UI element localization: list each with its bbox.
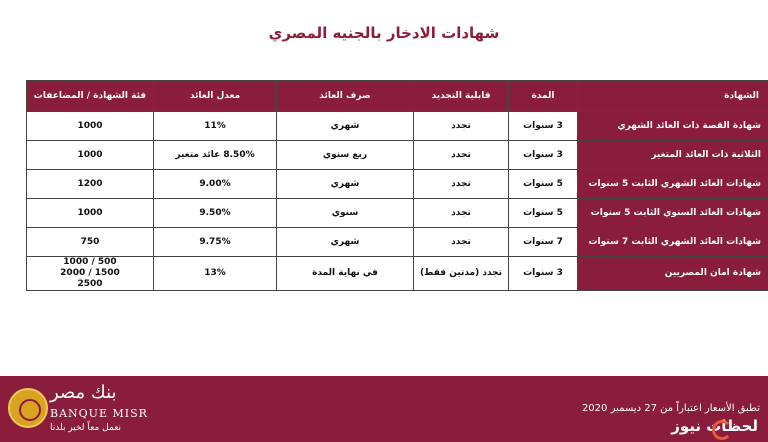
certificate-name: شهادات العائد الشهري الثابت 7 سنوات [578,228,768,257]
col-header-denomination: فئة الشهادة / المضاعفات [27,81,154,112]
news-brand [671,417,758,435]
payout-cell: شهري [277,112,414,141]
certificate-name: شهادة القصة ذات العائد الشهري [578,112,768,141]
denomination-cell: 750 [27,228,154,257]
col-header-rate: معدل العائد [154,81,277,112]
table-row [27,170,768,199]
table-row [27,112,768,141]
news-brand-label: لحظات نيوز [671,417,758,435]
col-header-certificate: الشهادة [578,81,768,112]
page-title: شهادات الادخار بالجنيه المصري [268,24,500,42]
renewal-cell: تجدد [414,228,509,257]
payout-cell: شهري [277,228,414,257]
duration-cell: 5 سنوات [509,170,578,199]
banque-misr-logo-icon [8,388,48,428]
denomination-cell: 1000 [27,112,154,141]
rate-cell: 13% [154,257,277,291]
renewal-cell: تجدد [414,199,509,228]
col-header-duration: المدة [509,81,578,112]
footer-banner [0,376,768,442]
bank-tagline: نعمل معاً لخير بلدنا [50,423,122,433]
table-row [27,199,768,228]
renewal-cell: تجدد (مدتين فقط) [414,257,509,291]
rate-cell: 9.50% [154,199,277,228]
duration-cell: 5 سنوات [509,199,578,228]
certificate-name: شهادة امان المصريين [578,257,768,291]
table-row [27,257,768,291]
table-header-row [27,81,768,112]
news-brand-icon [712,420,732,440]
denomination-cell: 1000 / 500 2000 / 1500 2500 [27,257,154,291]
effective-date-note: تطبق الأسعار اعتباراً من 27 ديسمبر 2020 [581,403,760,414]
duration-cell: 3 سنوات [509,141,578,170]
certificate-name: الثلاثية ذات العائد المتغير [578,141,768,170]
payout-cell: في نهاية المدة [277,257,414,291]
rate-cell: 9.00% [154,170,277,199]
table-row [27,228,768,257]
denomination-cell: 1000 [27,141,154,170]
bank-name-english: BANQUE MISR [50,407,148,420]
duration-cell: 3 سنوات [509,112,578,141]
rate-cell: 8.50% عائد متغير [154,141,277,170]
payout-cell: ربع سنوي [277,141,414,170]
certificate-name: شهادات العائد الشهري الثابت 5 سنوات [578,170,768,199]
denomination-cell: 1200 [27,170,154,199]
renewal-cell: تجدد [414,141,509,170]
rate-cell: 11% [154,112,277,141]
rate-cell: 9.75% [154,228,277,257]
col-header-renewal: قابلية التجديد [414,81,509,112]
certificates-table [26,80,768,291]
col-header-payout: صرف العائد [277,81,414,112]
denomination-cell: 1000 [27,199,154,228]
payout-cell: سنوي [277,199,414,228]
payout-cell: شهري [277,170,414,199]
table-row [27,141,768,170]
bank-name-arabic: بنك مصر [50,382,117,403]
duration-cell: 7 سنوات [509,228,578,257]
duration-cell: 3 سنوات [509,257,578,291]
renewal-cell: تجدد [414,170,509,199]
renewal-cell: تجدد [414,112,509,141]
certificate-name: شهادات العائد السنوي الثابت 5 سنوات [578,199,768,228]
